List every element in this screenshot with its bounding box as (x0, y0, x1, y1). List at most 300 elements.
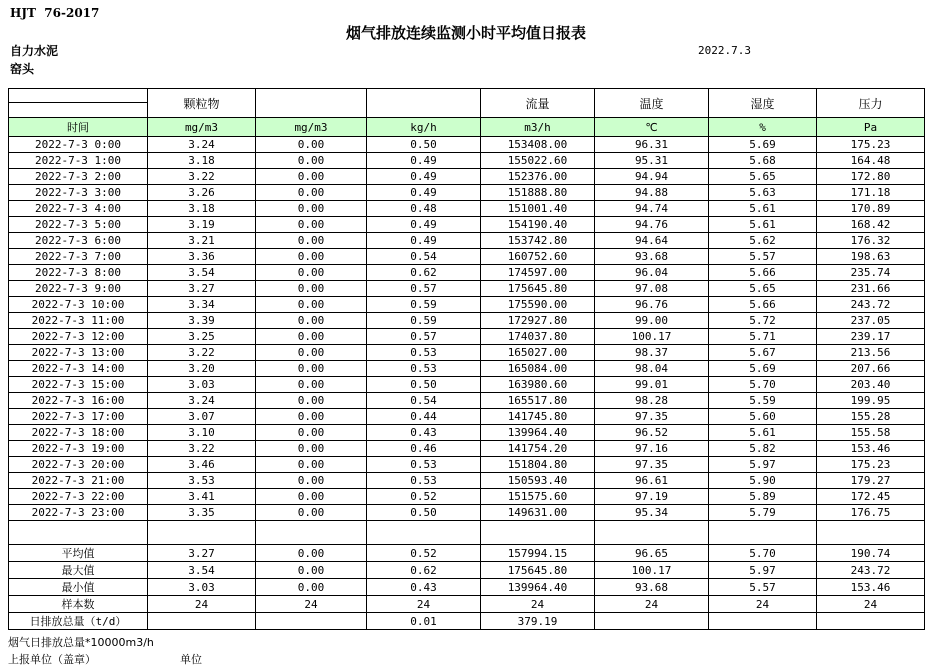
value-cell: 0.00 (256, 185, 367, 201)
company-name: 自力水泥 (10, 44, 59, 58)
blank-cell (256, 521, 367, 545)
col-header-empty-1 (256, 89, 367, 118)
table-row (9, 505, 925, 521)
value-cell: 0.59 (367, 313, 481, 329)
value-cell: 93.68 (595, 249, 709, 265)
summary-row (9, 579, 925, 596)
value-cell: 0.00 (256, 201, 367, 217)
value-cell: 96.52 (595, 425, 709, 441)
value-cell: 0.54 (367, 249, 481, 265)
summary-value-cell: 24 (481, 596, 595, 613)
value-cell: 3.22 (148, 441, 256, 457)
table-row (9, 329, 925, 345)
table-header (9, 89, 925, 137)
value-cell: 165027.00 (481, 345, 595, 361)
value-cell: 94.88 (595, 185, 709, 201)
value-cell: 97.35 (595, 457, 709, 473)
value-cell: 0.52 (367, 489, 481, 505)
value-cell: 0.00 (256, 425, 367, 441)
footer-note: 烟气日排放总量*10000m3/h (8, 636, 154, 649)
summary-value-cell: 5.70 (709, 545, 817, 562)
value-cell: 150593.40 (481, 473, 595, 489)
value-cell: 5.59 (709, 393, 817, 409)
value-cell: 3.34 (148, 297, 256, 313)
value-cell: 174597.00 (481, 265, 595, 281)
table-row (9, 489, 925, 505)
value-cell: 168.42 (817, 217, 925, 233)
summary-value-cell: 0.62 (367, 562, 481, 579)
value-cell: 179.27 (817, 473, 925, 489)
value-cell: 0.00 (256, 393, 367, 409)
value-cell: 152376.00 (481, 169, 595, 185)
value-cell: 0.00 (256, 505, 367, 521)
value-cell: 96.04 (595, 265, 709, 281)
time-cell: 2022-7-3 0:00 (9, 137, 148, 153)
value-cell: 175.23 (817, 137, 925, 153)
value-cell: 151001.40 (481, 201, 595, 217)
time-cell: 2022-7-3 14:00 (9, 361, 148, 377)
value-cell: 5.71 (709, 329, 817, 345)
value-cell: 98.28 (595, 393, 709, 409)
time-header-top-cell (9, 89, 148, 103)
value-cell: 165084.00 (481, 361, 595, 377)
value-cell: 3.39 (148, 313, 256, 329)
time-cell: 2022-7-3 23:00 (9, 505, 148, 521)
col-header-pressure: 压力 (817, 89, 925, 118)
value-cell: 5.69 (709, 361, 817, 377)
unit-celsius: ℃ (595, 118, 709, 137)
unit-label: 单位 (180, 653, 202, 666)
value-cell: 0.00 (256, 441, 367, 457)
hourly-data-rows (9, 137, 925, 521)
value-cell: 207.66 (817, 361, 925, 377)
value-cell: 5.61 (709, 425, 817, 441)
table-row (9, 281, 925, 297)
value-cell: 0.53 (367, 457, 481, 473)
table-row (9, 185, 925, 201)
value-cell: 0.00 (256, 313, 367, 329)
value-cell: 5.82 (709, 441, 817, 457)
value-cell: 3.54 (148, 265, 256, 281)
table-row (9, 377, 925, 393)
value-cell: 0.00 (256, 345, 367, 361)
time-cell: 2022-7-3 6:00 (9, 233, 148, 249)
value-cell: 0.00 (256, 297, 367, 313)
value-cell: 3.07 (148, 409, 256, 425)
table-row (9, 345, 925, 361)
value-cell: 3.22 (148, 169, 256, 185)
reporting-unit-label: 上报单位（盖章） (8, 653, 96, 666)
value-cell: 153742.80 (481, 233, 595, 249)
summary-value-cell: 5.97 (709, 562, 817, 579)
value-cell: 0.49 (367, 153, 481, 169)
blank-cell (595, 521, 709, 545)
summary-value-cell: 24 (709, 596, 817, 613)
summary-value-cell (595, 613, 709, 630)
value-cell: 95.34 (595, 505, 709, 521)
blank-cell (709, 521, 817, 545)
unit-m3-h: m3/h (481, 118, 595, 137)
value-cell: 0.00 (256, 473, 367, 489)
value-cell: 5.89 (709, 489, 817, 505)
value-cell: 96.31 (595, 137, 709, 153)
value-cell: 172.45 (817, 489, 925, 505)
value-cell: 0.46 (367, 441, 481, 457)
value-cell: 3.24 (148, 137, 256, 153)
table-row (9, 425, 925, 441)
value-cell: 5.66 (709, 265, 817, 281)
table-row (9, 473, 925, 489)
value-cell: 5.65 (709, 281, 817, 297)
value-cell: 243.72 (817, 297, 925, 313)
value-cell: 0.00 (256, 281, 367, 297)
value-cell: 0.00 (256, 377, 367, 393)
blank-cell (9, 521, 148, 545)
value-cell: 151804.80 (481, 457, 595, 473)
value-cell: 3.46 (148, 457, 256, 473)
blank-row (9, 521, 925, 545)
value-cell: 0.53 (367, 361, 481, 377)
value-cell: 99.01 (595, 377, 709, 393)
table-row (9, 393, 925, 409)
value-cell: 199.95 (817, 393, 925, 409)
table-row (9, 169, 925, 185)
summary-value-cell: 24 (595, 596, 709, 613)
time-cell: 2022-7-3 15:00 (9, 377, 148, 393)
value-cell: 3.36 (148, 249, 256, 265)
summary-value-cell (817, 613, 925, 630)
value-cell: 3.10 (148, 425, 256, 441)
time-cell: 2022-7-3 7:00 (9, 249, 148, 265)
summary-value-cell: 93.68 (595, 579, 709, 596)
value-cell: 155.28 (817, 409, 925, 425)
value-cell: 5.72 (709, 313, 817, 329)
time-column-header: 时间 (9, 118, 148, 137)
value-cell: 5.60 (709, 409, 817, 425)
value-cell: 176.75 (817, 505, 925, 521)
value-cell: 151888.80 (481, 185, 595, 201)
blank-cell (148, 521, 256, 545)
summary-row (9, 562, 925, 579)
summary-value-cell: 175645.80 (481, 562, 595, 579)
value-cell: 0.54 (367, 393, 481, 409)
value-cell: 99.00 (595, 313, 709, 329)
summary-value-cell: 3.54 (148, 562, 256, 579)
value-cell: 0.00 (256, 217, 367, 233)
table-row (9, 297, 925, 313)
value-cell: 98.37 (595, 345, 709, 361)
summary-label-cell: 平均值 (9, 545, 148, 562)
table-row (9, 249, 925, 265)
value-cell: 3.18 (148, 153, 256, 169)
value-cell: 0.49 (367, 233, 481, 249)
value-cell: 153.46 (817, 441, 925, 457)
summary-value-cell: 243.72 (817, 562, 925, 579)
time-header-bottom-cell (9, 103, 148, 118)
value-cell: 213.56 (817, 345, 925, 361)
col-header-particulate: 颗粒物 (148, 89, 256, 118)
summary-value-cell: 96.65 (595, 545, 709, 562)
value-cell: 3.53 (148, 473, 256, 489)
value-cell: 3.18 (148, 201, 256, 217)
summary-value-cell: 5.57 (709, 579, 817, 596)
value-cell: 141745.80 (481, 409, 595, 425)
standard-code: HJT 76-2017 (10, 6, 100, 20)
summary-value-cell (148, 613, 256, 630)
value-cell: 5.70 (709, 377, 817, 393)
summary-value-cell: 0.52 (367, 545, 481, 562)
value-cell: 5.65 (709, 169, 817, 185)
value-cell: 231.66 (817, 281, 925, 297)
summary-value-cell: 3.27 (148, 545, 256, 562)
value-cell: 175.23 (817, 457, 925, 473)
value-cell: 3.19 (148, 217, 256, 233)
value-cell: 170.89 (817, 201, 925, 217)
value-cell: 175645.80 (481, 281, 595, 297)
time-cell: 2022-7-3 20:00 (9, 457, 148, 473)
summary-value-cell: 0.01 (367, 613, 481, 630)
time-cell: 2022-7-3 10:00 (9, 297, 148, 313)
value-cell: 96.76 (595, 297, 709, 313)
value-cell: 0.49 (367, 217, 481, 233)
value-cell: 0.50 (367, 137, 481, 153)
summary-value-cell (256, 613, 367, 630)
value-cell: 0.50 (367, 505, 481, 521)
summary-row (9, 613, 925, 630)
summary-rows (9, 545, 925, 630)
blank-cell (367, 521, 481, 545)
time-cell: 2022-7-3 12:00 (9, 329, 148, 345)
value-cell: 5.66 (709, 297, 817, 313)
col-header-empty-2 (367, 89, 481, 118)
time-cell: 2022-7-3 16:00 (9, 393, 148, 409)
summary-value-cell: 0.00 (256, 579, 367, 596)
table-row (9, 361, 925, 377)
value-cell: 95.31 (595, 153, 709, 169)
time-cell: 2022-7-3 5:00 (9, 217, 148, 233)
value-cell: 97.19 (595, 489, 709, 505)
value-cell: 0.43 (367, 425, 481, 441)
time-cell: 2022-7-3 21:00 (9, 473, 148, 489)
blank-cell (817, 521, 925, 545)
table-row (9, 457, 925, 473)
value-cell: 3.20 (148, 361, 256, 377)
monitoring-point-name: 窑头 (10, 62, 35, 76)
value-cell: 176.32 (817, 233, 925, 249)
table-row (9, 137, 925, 153)
summary-label-cell: 日排放总量（t/d） (9, 613, 148, 630)
value-cell: 97.16 (595, 441, 709, 457)
value-cell: 5.69 (709, 137, 817, 153)
value-cell: 98.04 (595, 361, 709, 377)
value-cell: 96.61 (595, 473, 709, 489)
table-row (9, 201, 925, 217)
value-cell: 5.79 (709, 505, 817, 521)
value-cell: 235.74 (817, 265, 925, 281)
value-cell: 172927.80 (481, 313, 595, 329)
value-cell: 139964.40 (481, 425, 595, 441)
summary-value-cell: 0.00 (256, 562, 367, 579)
unit-header-row (9, 118, 925, 137)
value-cell: 5.67 (709, 345, 817, 361)
time-cell: 2022-7-3 22:00 (9, 489, 148, 505)
summary-value-cell: 24 (256, 596, 367, 613)
summary-row (9, 596, 925, 613)
summary-value-cell: 157994.15 (481, 545, 595, 562)
value-cell: 171.18 (817, 185, 925, 201)
value-cell: 94.76 (595, 217, 709, 233)
value-cell: 154190.40 (481, 217, 595, 233)
value-cell: 97.35 (595, 409, 709, 425)
time-cell: 2022-7-3 4:00 (9, 201, 148, 217)
value-cell: 237.05 (817, 313, 925, 329)
value-cell: 3.41 (148, 489, 256, 505)
pollutant-header-row (9, 89, 925, 103)
unit-pa: Pa (817, 118, 925, 137)
summary-label-cell: 最大值 (9, 562, 148, 579)
unit-kg-h: kg/h (367, 118, 481, 137)
value-cell: 0.00 (256, 249, 367, 265)
value-cell: 149631.00 (481, 505, 595, 521)
value-cell: 153408.00 (481, 137, 595, 153)
table-row (9, 441, 925, 457)
value-cell: 3.24 (148, 393, 256, 409)
summary-value-cell: 24 (367, 596, 481, 613)
summary-value-cell: 139964.40 (481, 579, 595, 596)
summary-value-cell: 24 (148, 596, 256, 613)
unit-mg-m3-2: mg/m3 (256, 118, 367, 137)
col-header-humidity: 湿度 (709, 89, 817, 118)
summary-value-cell: 190.74 (817, 545, 925, 562)
value-cell: 3.35 (148, 505, 256, 521)
value-cell: 0.50 (367, 377, 481, 393)
value-cell: 5.90 (709, 473, 817, 489)
value-cell: 5.63 (709, 185, 817, 201)
time-cell: 2022-7-3 13:00 (9, 345, 148, 361)
summary-value-cell: 0.43 (367, 579, 481, 596)
summary-value-cell: 24 (817, 596, 925, 613)
value-cell: 198.63 (817, 249, 925, 265)
value-cell: 141754.20 (481, 441, 595, 457)
value-cell: 0.59 (367, 297, 481, 313)
table-row (9, 153, 925, 169)
table-row (9, 233, 925, 249)
value-cell: 97.08 (595, 281, 709, 297)
value-cell: 0.49 (367, 185, 481, 201)
value-cell: 5.97 (709, 457, 817, 473)
time-cell: 2022-7-3 19:00 (9, 441, 148, 457)
value-cell: 0.00 (256, 457, 367, 473)
value-cell: 151575.60 (481, 489, 595, 505)
value-cell: 0.00 (256, 153, 367, 169)
value-cell: 172.80 (817, 169, 925, 185)
table-row (9, 265, 925, 281)
separator-section (9, 521, 925, 545)
value-cell: 163980.60 (481, 377, 595, 393)
monitoring-data-table (8, 88, 925, 630)
value-cell: 0.53 (367, 345, 481, 361)
value-cell: 155022.60 (481, 153, 595, 169)
time-cell: 2022-7-3 3:00 (9, 185, 148, 201)
value-cell: 94.74 (595, 201, 709, 217)
value-cell: 3.03 (148, 377, 256, 393)
summary-value-cell: 379.19 (481, 613, 595, 630)
table-row (9, 217, 925, 233)
col-header-temperature: 温度 (595, 89, 709, 118)
value-cell: 0.00 (256, 361, 367, 377)
unit-mg-m3-1: mg/m3 (148, 118, 256, 137)
blank-cell (481, 521, 595, 545)
summary-value-cell: 3.03 (148, 579, 256, 596)
value-cell: 175590.00 (481, 297, 595, 313)
value-cell: 3.21 (148, 233, 256, 249)
value-cell: 0.44 (367, 409, 481, 425)
value-cell: 3.27 (148, 281, 256, 297)
col-header-flow: 流量 (481, 89, 595, 118)
value-cell: 100.17 (595, 329, 709, 345)
value-cell: 174037.80 (481, 329, 595, 345)
time-cell: 2022-7-3 18:00 (9, 425, 148, 441)
summary-value-cell: 153.46 (817, 579, 925, 596)
summary-value-cell (709, 613, 817, 630)
value-cell: 5.62 (709, 233, 817, 249)
table-row (9, 409, 925, 425)
value-cell: 0.00 (256, 137, 367, 153)
value-cell: 5.61 (709, 201, 817, 217)
time-cell: 2022-7-3 8:00 (9, 265, 148, 281)
value-cell: 0.53 (367, 473, 481, 489)
value-cell: 164.48 (817, 153, 925, 169)
value-cell: 0.57 (367, 329, 481, 345)
value-cell: 3.22 (148, 345, 256, 361)
time-cell: 2022-7-3 9:00 (9, 281, 148, 297)
value-cell: 3.26 (148, 185, 256, 201)
value-cell: 5.57 (709, 249, 817, 265)
report-date: 2022.7.3 (698, 44, 751, 57)
value-cell: 0.00 (256, 233, 367, 249)
value-cell: 203.40 (817, 377, 925, 393)
summary-row (9, 545, 925, 562)
value-cell: 0.00 (256, 265, 367, 281)
value-cell: 160752.60 (481, 249, 595, 265)
value-cell: 155.58 (817, 425, 925, 441)
summary-value-cell: 100.17 (595, 562, 709, 579)
summary-label-cell: 最小值 (9, 579, 148, 596)
value-cell: 0.00 (256, 169, 367, 185)
value-cell: 0.48 (367, 201, 481, 217)
value-cell: 0.00 (256, 489, 367, 505)
summary-label-cell: 样本数 (9, 596, 148, 613)
value-cell: 0.00 (256, 409, 367, 425)
value-cell: 0.62 (367, 265, 481, 281)
time-cell: 2022-7-3 2:00 (9, 169, 148, 185)
value-cell: 0.00 (256, 329, 367, 345)
value-cell: 94.94 (595, 169, 709, 185)
value-cell: 5.61 (709, 217, 817, 233)
time-cell: 2022-7-3 11:00 (9, 313, 148, 329)
value-cell: 165517.80 (481, 393, 595, 409)
value-cell: 0.49 (367, 169, 481, 185)
value-cell: 94.64 (595, 233, 709, 249)
time-cell: 2022-7-3 1:00 (9, 153, 148, 169)
page-title: 烟气排放连续监测小时平均值日报表 (345, 24, 586, 42)
unit-percent: % (709, 118, 817, 137)
summary-value-cell: 0.00 (256, 545, 367, 562)
value-cell: 239.17 (817, 329, 925, 345)
table-row (9, 313, 925, 329)
value-cell: 5.68 (709, 153, 817, 169)
value-cell: 3.25 (148, 329, 256, 345)
